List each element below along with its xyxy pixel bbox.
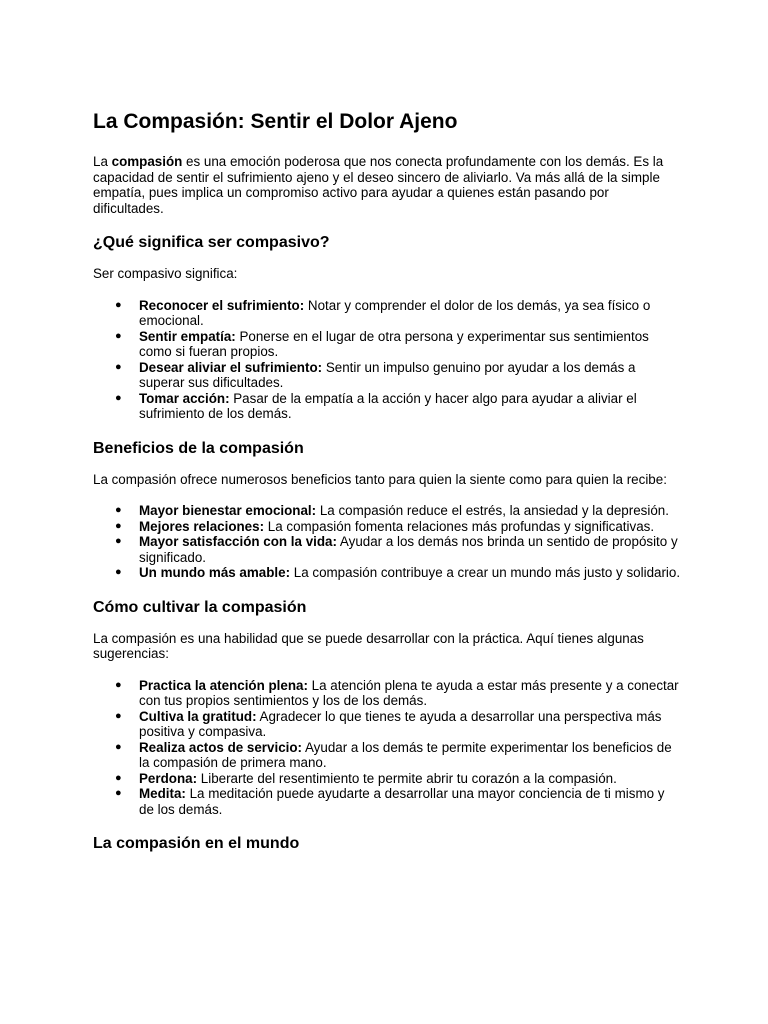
- bullet-icon: ●: [115, 391, 122, 404]
- list-item-term: Mayor satisfacción con la vida:: [139, 534, 337, 549]
- list-item-text: Sentir un impulso genuino por ayudar a los demás a superar sus dificultades.: [139, 359, 636, 390]
- list-item-text: La compasión fomenta relaciones más profundas y significativas.: [264, 518, 655, 534]
- list-item-text: Agradecer lo que tienes te ayuda a desarrollar una perspectiva más positiva y compasiva.: [139, 708, 662, 739]
- bullet-list: [93, 298, 683, 422]
- bullet-icon: ●: [115, 709, 122, 722]
- list-item-text: Ponerse en el lugar de otra persona y experimentar sus sentimientos como si fueran propios.: [139, 328, 649, 359]
- list-item-term: Mejores relaciones:: [139, 518, 265, 534]
- bullet-icon: ●: [115, 504, 122, 516]
- bullet-list: [93, 503, 683, 581]
- list-item-term: Practica la atención plena:: [139, 677, 308, 693]
- list-item-term: Un mundo más amable:: [139, 565, 291, 580]
- list-item-term: Desear aliviar el sufrimiento:: [139, 359, 323, 375]
- list-item: [93, 709, 683, 740]
- list-item-term: Perdona:: [139, 770, 198, 786]
- list-item-text: Pasar de la empatía a la acción y hacer algo para ayudar a aliviar el sufrimiento de los demás.: [139, 390, 637, 421]
- section-lead: Ser compasivo significa:: [93, 266, 238, 281]
- bullet-icon: ●: [115, 740, 122, 753]
- bullet-icon: ●: [115, 360, 122, 373]
- section-heading: La compasión en el mundo: [93, 835, 300, 852]
- list-item: [93, 786, 683, 817]
- list-item-term: Tomar acción:: [139, 390, 230, 406]
- section-lead: La compasión ofrece numerosos beneficios tanto para quien la siente como para quien la recibe:: [93, 471, 667, 487]
- list-item: [93, 565, 683, 581]
- list-item: [93, 771, 683, 787]
- list-item: [93, 740, 683, 771]
- bullet-icon: ●: [115, 298, 122, 311]
- list-item-term: Realiza actos de servicio:: [139, 739, 302, 755]
- list-item-term: Medita:: [139, 786, 186, 801]
- list-item-text: La atención plena te ayuda a estar más presente y a conectar con tus propios sentimientos y los de los demás.: [139, 677, 679, 708]
- list-item: [93, 503, 683, 519]
- list-item: [93, 329, 683, 360]
- intro-text: es una emoción poderosa que nos conecta profundamente con los demás. Es la capacidad de sentir el sufrimiento ajeno y el deseo sincero de aliviarlo. Va más allá de la simple empatía, pues implica un compromiso activo para ayudar a quienes están pasando por dificultades.: [93, 154, 664, 216]
- list-item: [93, 534, 683, 565]
- intro-bold-term: compasión: [111, 154, 183, 169]
- list-item: [93, 678, 683, 709]
- list-item-term: Mayor bienestar emocional:: [139, 503, 317, 518]
- list-item: [93, 298, 683, 329]
- list-item-text: Ayudar a los demás nos brinda un sentido de propósito y significado.: [139, 534, 678, 565]
- sections-container: [93, 232, 683, 855]
- list-item-term: Reconocer el sufrimiento:: [139, 297, 305, 313]
- list-item-term: Sentir empatía:: [139, 328, 236, 344]
- bullet-icon: ●: [115, 535, 122, 547]
- section-heading: ¿Qué significa ser compasivo?: [93, 234, 330, 251]
- list-item-text: La meditación puede ayudarte a desarrollar una mayor conciencia de ti mismo y de los demás.: [139, 786, 665, 817]
- bullet-icon: ●: [115, 678, 122, 691]
- section-heading: Cómo cultivar la compasión: [93, 598, 307, 616]
- list-item-text: La compasión reduce el estrés, la ansiedad y la depresión.: [316, 503, 669, 518]
- bullet-list: [93, 678, 683, 818]
- list-item-term: Cultiva la gratitud:: [139, 708, 257, 724]
- document-content: [93, 108, 683, 867]
- page-title: La Compasión: Sentir el Dolor Ajeno: [93, 110, 458, 133]
- section-heading: Beneficios de la compasión: [93, 439, 304, 457]
- intro-paragraph: [93, 154, 683, 216]
- list-item-text: Ayudar a los demás te permite experimentar los beneficios de la compasión de primera mano.: [139, 739, 672, 770]
- bullet-icon: ●: [115, 787, 122, 799]
- list-item-text: La compasión contribuye a crear un mundo más justo y solidario.: [290, 565, 681, 580]
- list-item: [93, 360, 683, 391]
- list-item: [93, 391, 683, 422]
- bullet-icon: ●: [115, 329, 122, 342]
- intro-prefix: La: [93, 154, 112, 169]
- list-item: [93, 519, 683, 535]
- list-item-text: Liberarte del resentimiento te permite abrir tu corazón a la compasión.: [197, 770, 617, 786]
- list-item-text: Notar y comprender el dolor de los demás, ya sea físico o emocional.: [139, 297, 651, 328]
- section-lead: La compasión es una habilidad que se puede desarrollar con la práctica. Aquí tienes algunas sugerencias:: [93, 630, 644, 661]
- bullet-icon: ●: [115, 771, 122, 784]
- bullet-icon: ●: [115, 566, 122, 578]
- bullet-icon: ●: [115, 519, 122, 532]
